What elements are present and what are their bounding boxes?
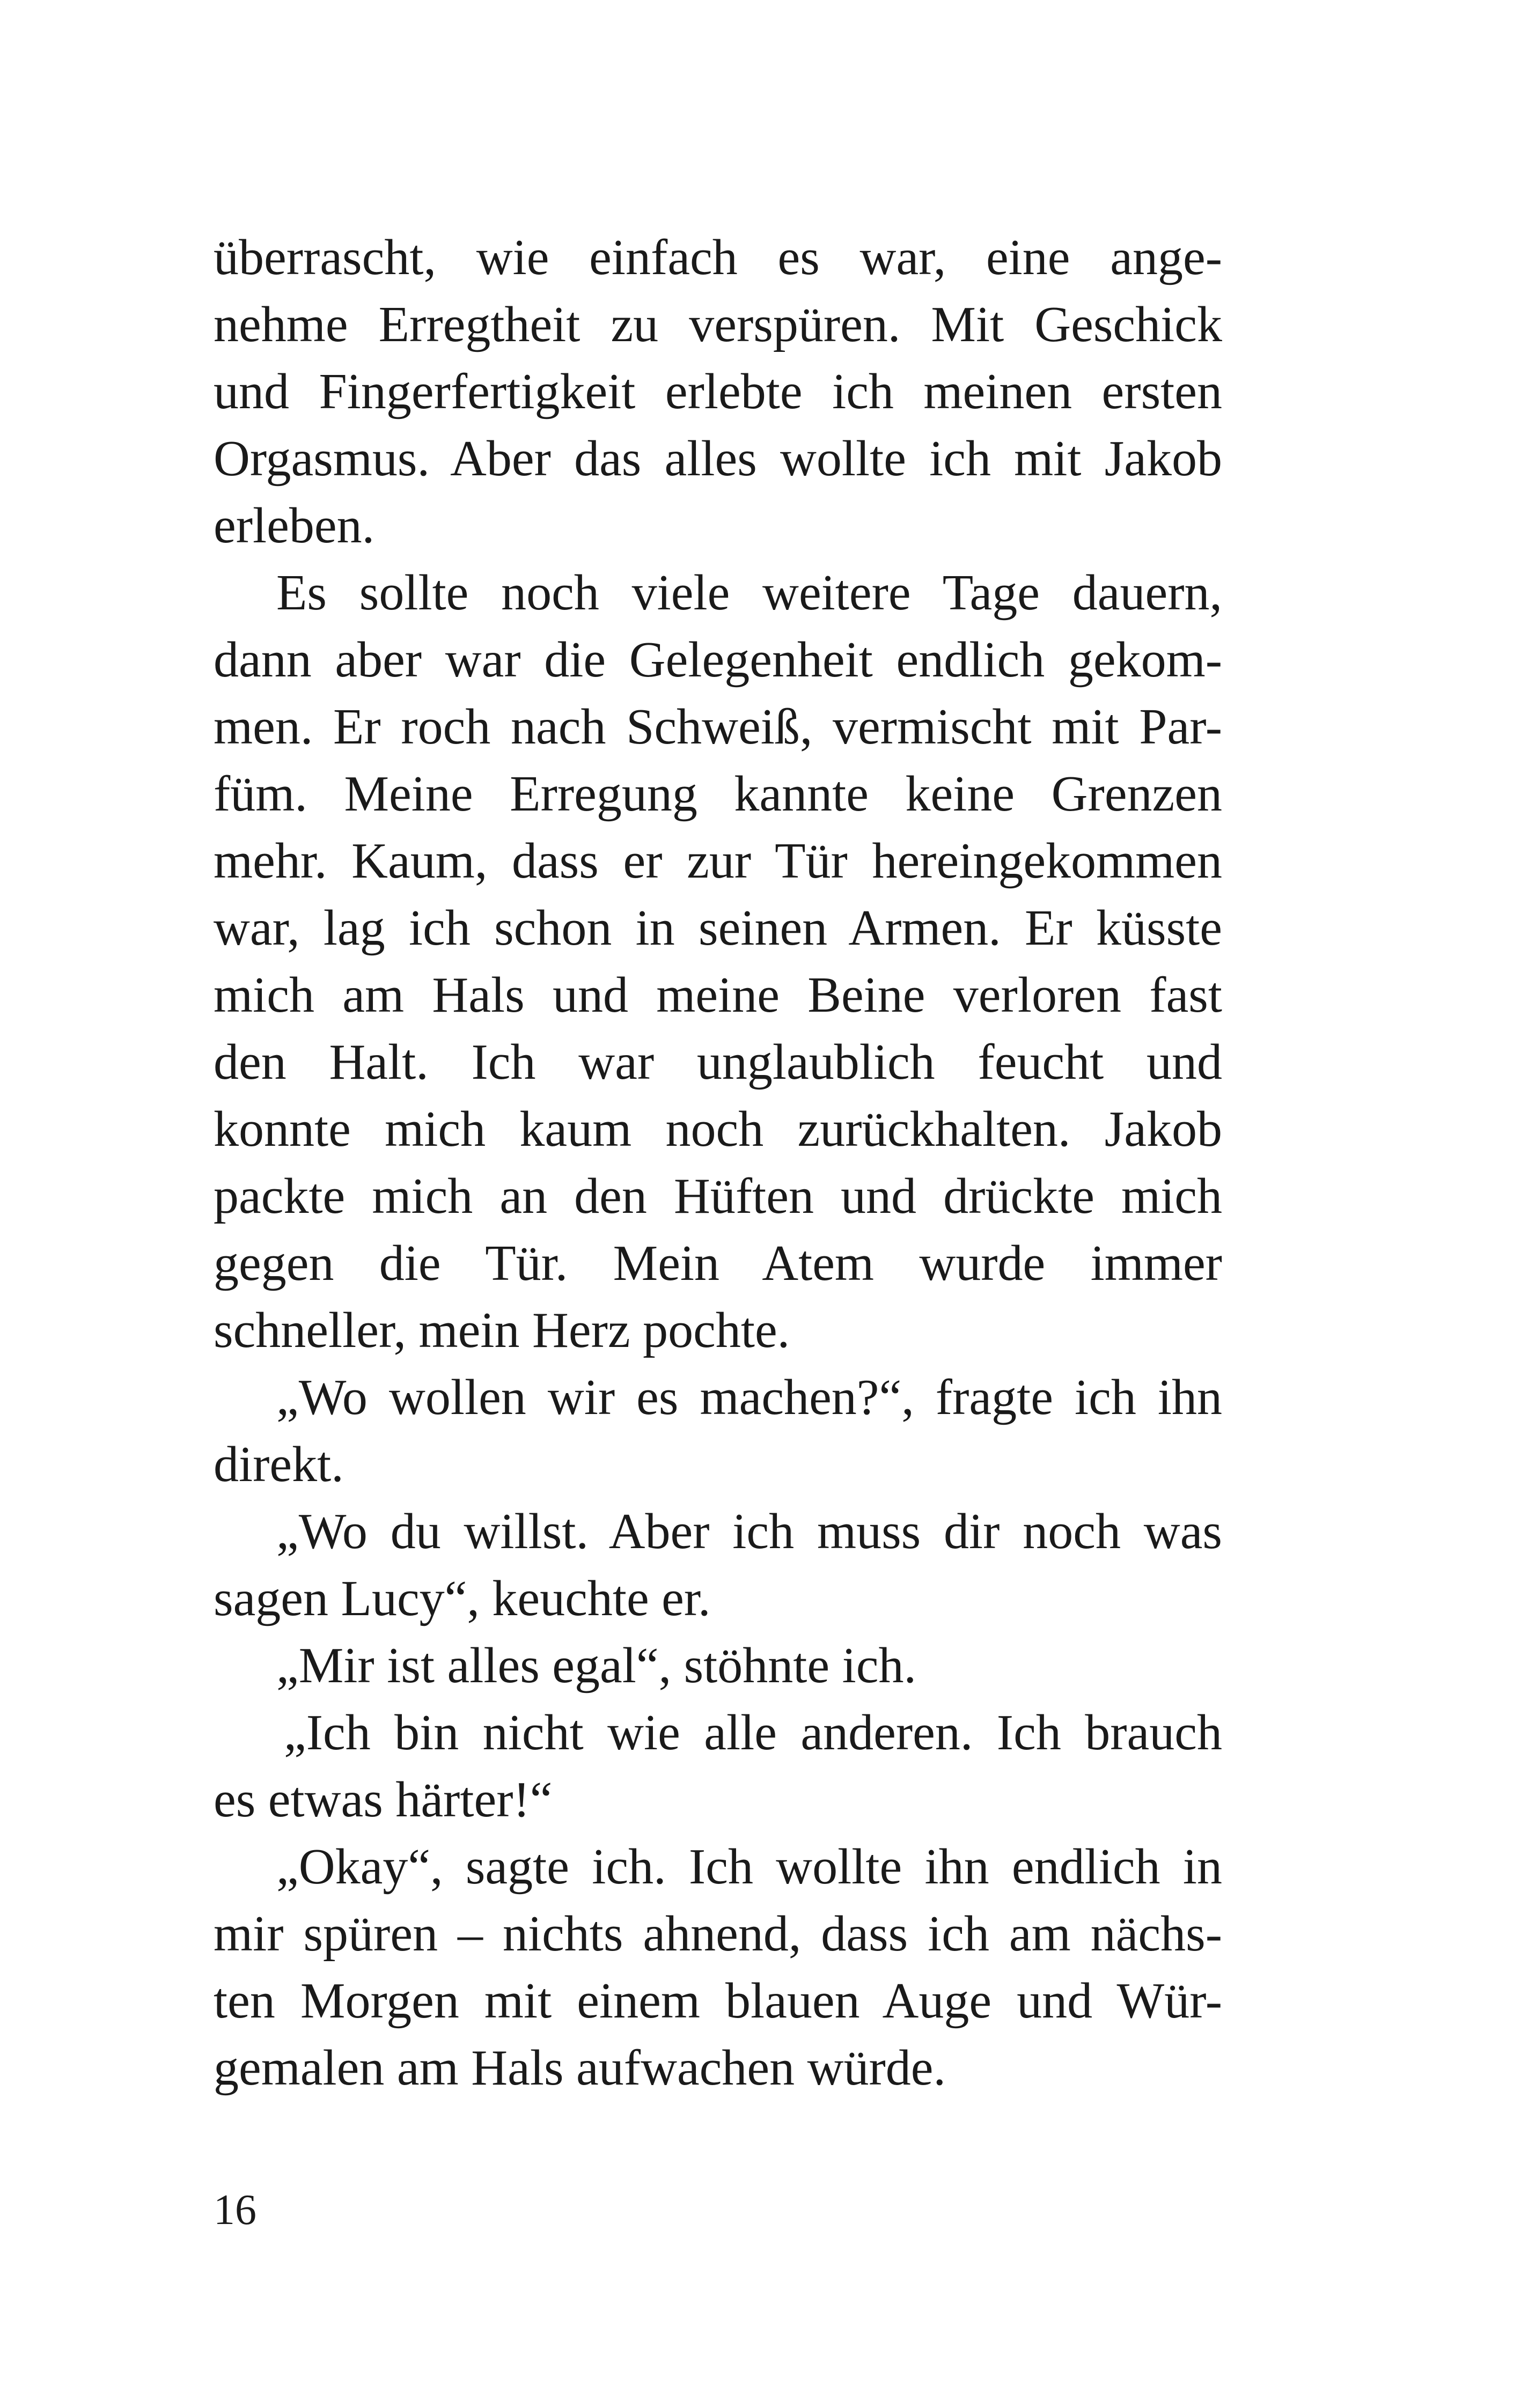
text-line: nehme Erregtheit zu verspüren. Mit Geschick (214, 297, 1222, 352)
text-line: gegen die Tür. Mein Atem wurde immer (214, 1235, 1222, 1291)
text-line: direkt. (214, 1437, 344, 1492)
text-line: war, lag ich schon in seinen Armen. Er küsste (214, 900, 1222, 956)
paragraph (214, 1498, 1222, 1632)
text-line: ten Morgen mit einem blauen Auge und Wür- (214, 1973, 1222, 2029)
text-line: men. Er roch nach Schweiß, vermischt mit Par- (214, 699, 1222, 755)
text-line: „Okay“, sagte ich. Ich wollte ihn endlich in (276, 1839, 1222, 1895)
text-line: dann aber war die Gelegenheit endlich gekom- (214, 632, 1222, 688)
text-line: erleben. (214, 498, 375, 554)
text-line: Orgasmus. Aber das alles wollte ich mit Jakob (214, 431, 1222, 487)
text-line: packte mich an den Hüften und drückte mich (214, 1168, 1222, 1224)
text-line: es etwas härter!“ (214, 1772, 553, 1828)
text-line: mir spüren – nichts ahnend, dass ich am nächs- (214, 1906, 1222, 1962)
text-line: „Ich bin nicht wie alle anderen. Ich brauch (284, 1705, 1222, 1761)
text-line: füm. Meine Erregung kannte keine Grenzen (214, 766, 1222, 822)
paragraph (214, 1632, 1222, 1699)
text-line: den Halt. Ich war unglaublich feucht und (214, 1034, 1222, 1090)
text-line: gemalen am Hals aufwachen würde. (214, 2040, 946, 2096)
paragraph (214, 1699, 1222, 1833)
text-line: mich am Hals und meine Beine verloren fast (214, 967, 1222, 1023)
text-line: schneller, mein Herz pochte. (214, 1302, 790, 1358)
paragraph (214, 1833, 1222, 2102)
paragraph (214, 224, 1222, 559)
text-line: überrascht, wie einfach es war, eine ange- (214, 230, 1222, 285)
body-text (214, 224, 1222, 2102)
paragraph (214, 559, 1222, 1364)
text-line: „Mir ist alles egal“, stöhnte ich. (276, 1638, 916, 1693)
text-line: „Wo du willst. Aber ich muss dir noch was (276, 1504, 1222, 1559)
page-number: 16 (214, 2186, 256, 2234)
text-line: und Fingerfertigkeit erlebte ich meinen ersten (214, 364, 1222, 419)
text-line: konnte mich kaum noch zurückhalten. Jakob (214, 1101, 1222, 1157)
text-line: mehr. Kaum, dass er zur Tür hereingekommen (214, 833, 1222, 889)
paragraph (214, 1364, 1222, 1498)
text-line: sagen Lucy“, keuchte er. (214, 1571, 711, 1626)
text-line: Es sollte noch viele weitere Tage dauern, (276, 565, 1222, 621)
text-line: „Wo wollen wir es machen?“, fragte ich ihn (276, 1369, 1222, 1425)
